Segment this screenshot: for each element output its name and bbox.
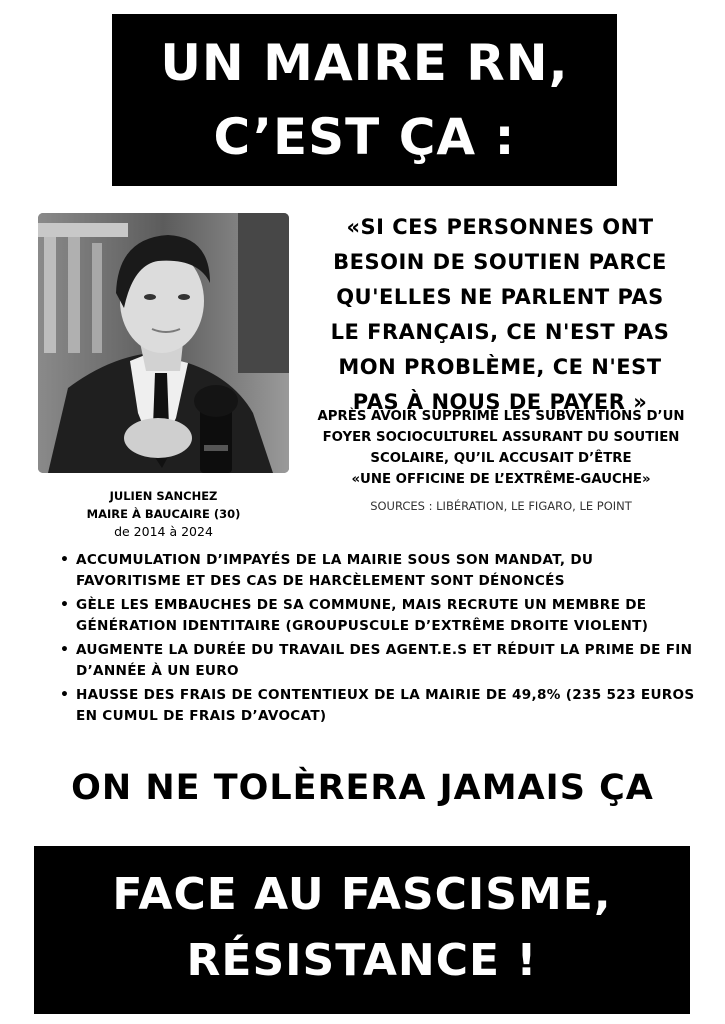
sources-text: SOURCES : LIBÉRATION, LE FIGARO, LE POINT (370, 499, 632, 513)
header-line-1: UN MAIRE RN, (160, 34, 569, 92)
list-item: • AUGMENTE LA DURÉE DU TRAVAIL DES AGENT.E.S ET RÉDUIT LA PRIME DE FIN D’ANNÉE À UN EURO (60, 640, 700, 682)
list-item: • GÈLE LES EMBAUCHES DE SA COMMUNE, MAIS RECRUTE UN MEMBRE DE GÉNÉRATION IDENTITAIRE (GROUPUSCULE D’EXTRÊME DROITE VIOLENT) (60, 595, 700, 637)
slogan-text: ON NE TOLÈRERA JAMAIS ÇA (71, 768, 654, 808)
footer-banner (34, 846, 690, 1014)
header-line-2: C’EST ÇA : (213, 108, 516, 166)
portrait-illustration (38, 213, 289, 473)
caption-name: JULIEN SANCHEZ (109, 489, 218, 503)
facts-list (60, 550, 700, 730)
list-item: • HAUSSE DES FRAIS DE CONTENTIEUX DE LA MAIRIE DE 49,8% (235 523 EUROS EN CUMUL DE FRAIS D’AVOCAT) (60, 685, 700, 727)
header-banner (112, 14, 617, 186)
photo-caption (38, 487, 289, 541)
footer-line-1: FACE AU FASCISME, (112, 869, 612, 920)
caption-years: de 2014 à 2024 (114, 524, 213, 539)
context-line-2: «UNE OFFICINE DE L’EXTRÊME-GAUCHE» (351, 472, 651, 487)
caption-role: MAIRE À BAUCAIRE (30) (86, 507, 241, 521)
list-item: • ACCUMULATION D’IMPAYÉS DE LA MAIRIE SOUS SON MANDAT, DU FAVORITISME ET DES CAS DE HARCÈLEMENT SONT DÉNONCÉS (60, 550, 700, 592)
footer-line-2: RÉSISTANCE ! (186, 935, 538, 986)
quote-text: «SI CES PERSONNES ONT BESOIN DE SOUTIEN PARCE QU'ELLES NE PARLENT PAS LE FRANÇAIS, CE N'EST PAS MON PROBLÈME, CE N'EST PAS À NOUS DE PAYER » (330, 215, 670, 414)
context-line-1: APRÈS AVOIR SUPPRIMÉ LES SUBVENTIONS D’UN FOYER SOCIOCULTUREL ASSURANT DU SOUTIEN SCOLAIRE, QU’IL ACCUSAIT D’ÊTRE (317, 409, 685, 466)
context-text (312, 406, 690, 490)
portrait-photo (38, 213, 289, 473)
